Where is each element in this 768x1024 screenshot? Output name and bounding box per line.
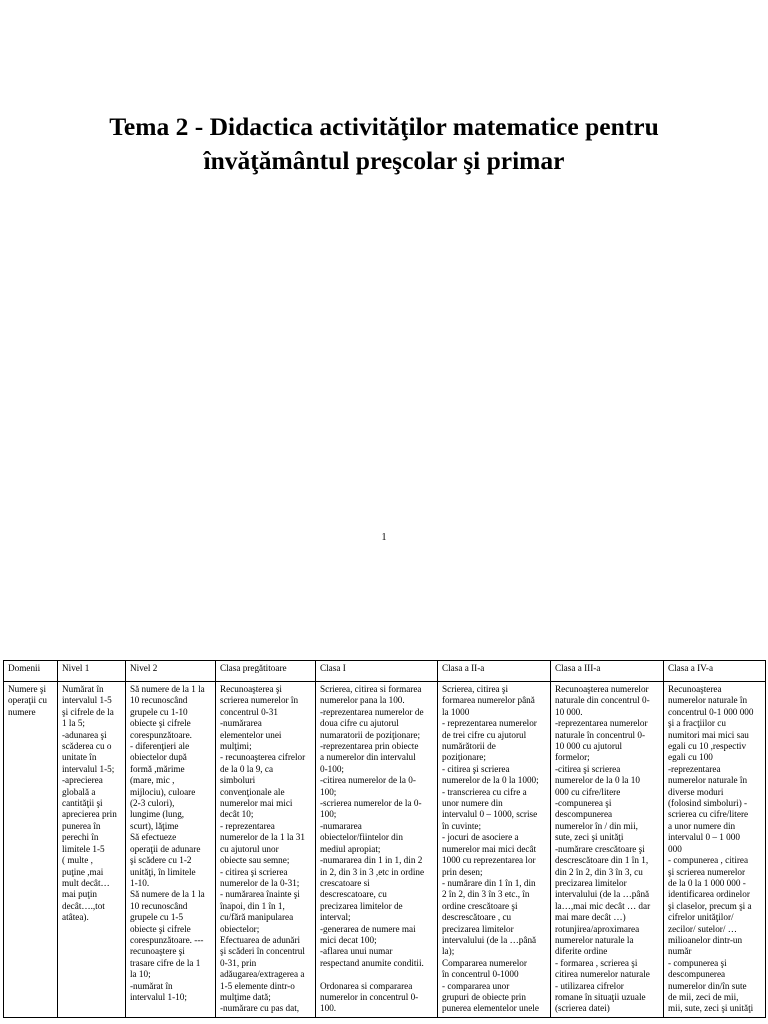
cell-text-line: formelor; [555,752,590,763]
cell-text-line: naturale din concentrul 0- [555,695,650,706]
cell-text-line: scăderea cu o [62,741,112,752]
cell-text-line: 1 la 5; [62,718,85,729]
cell-text-line: şi scăderi în concentrul [220,946,305,957]
cell-text-line: formarea numerelor până [442,695,535,706]
cell-text-line: la 1000 [442,706,470,717]
cell-text-line: Scrierea, citirea şi [442,684,509,694]
cell-text-line: lungime (lung, [130,809,185,820]
cell-text-line: unitate în [62,752,97,763]
cell-text-line: descrescatoare, cu [320,889,387,900]
cell-text-line: 000 [668,843,682,854]
cell-text-line: intervalului (de la …până [442,934,537,945]
cell-text-line: numerelor in concentrul 0- [320,991,419,1002]
cell-text-line: numerelor de la 1 la 31 [220,832,305,843]
cell-text-line: - formarea , scrierea şi [555,957,638,968]
cell-text-line: -aprecierea [62,775,103,786]
cell-text-line: unor numere din [442,798,503,809]
cell-text-line: Scrierea, citirea si formarea [320,684,422,694]
cell-text-line: numaratorii de poziţionare; [320,729,421,740]
cell-text-line: -reprezentarea numerelor de [320,706,424,717]
cell-text-line: aprecierea prin [62,809,117,820]
cell-text-line: 2 în 2, din 3 în 3 etc., în [442,889,530,900]
cell-text-line: Să efectueze [130,832,177,843]
cell-text-line: prin desen; [442,866,483,877]
cell-text-line: unităţi, în limitele [130,866,196,877]
cell-text-line: intervalului (de la …până [555,889,650,900]
cell-text-line: -numărare cu pas dat, [220,1003,300,1014]
cell-text-line: cu/fără manipularea [220,912,294,923]
cell-text-line: numărătorii de [442,741,496,752]
cell-text-line: cifrelor unităţilor/ [668,912,734,923]
table-cell [438,682,551,1018]
cell-text-line: 10 recunoscând [130,900,188,911]
cell-text-line: intervalul 0 – 1000, scrise [442,809,538,820]
table-header-row [4,661,766,682]
cell-text-line: grupele cu 1-5 [130,912,184,923]
cell-text-line: Să numere de la 1 la [130,889,205,900]
cell-text-line: descompunerea [555,809,613,820]
cell-text-line: citirea numerelor naturale [555,969,650,980]
cell-text-line: descrescătoare , cu [442,912,512,923]
cell-text-line: mii, sute, zeci şi unităţi [668,1003,754,1014]
cell-text-line: diferite ordine [555,946,608,957]
cell-text-line: convenţionale ale [220,786,285,797]
cell-text-line: precizarea limitelor [442,923,514,934]
cell-text-line: de la 0 la 9, ca [220,763,274,774]
cell-text-line: Recunoaşterea şi [220,684,282,694]
cell-text-line: numerelor de la 0 la 10 [555,775,640,786]
cell-text-line [320,969,433,980]
cell-text-line: -numararea [320,820,362,831]
cell-text-line: atâtea). [62,912,89,923]
cell-text-line: mulţimi; [220,741,252,752]
cell-text-line: punerea în [62,820,101,831]
cell-text-line: decât….,tot [62,900,105,911]
cell-text-line: identificarea ordinelor [668,889,750,900]
table-cell [58,682,126,1018]
cell-text-line: obiecte sau semne; [220,855,290,866]
cell-text-line: Efectuarea de adunări [220,934,301,945]
cell-text-line: diverse moduri [668,786,724,797]
cell-text-line: -compunerea şi [555,798,612,809]
cell-text-line: in 2, din 3 in 3 ,etc in ordine [320,866,425,877]
cell-text-line: obiecte şi cifrele [130,923,191,934]
column-header: Clasa I [316,661,438,682]
cell-text-line: şi scrierea numerelor [668,866,746,877]
cell-text-line: - utilizarea cifrelor [555,980,624,991]
cell-text-line: operaţii cu [8,695,48,706]
cell-text-line: egali cu 10 ,respectiv [668,741,747,752]
cell-text-line: - compunerea , citirea [668,855,749,866]
cell-text-line: - numărare din 1 în 1, din [442,877,536,888]
cell-text-line: - reprezentarea [220,820,275,831]
table-cell [216,682,316,1018]
cell-text-line: obiectelor după [130,752,187,763]
cell-text-line: mediul apropiat; [320,843,381,854]
cell-text-line: cu ajutorul unor [220,843,279,854]
cell-text-line: mult decât… [62,877,110,888]
cell-text-line: şi scădere cu 1-2 [130,855,192,866]
cell-text-line: la); [442,946,455,957]
cell-text-line: 1000 cu reprezentarea lor [442,855,536,866]
cell-text-line: numerelor naturale în [668,775,748,786]
cell-text-line: numerelor mai mici decât [442,843,537,854]
cell-text-line: - compararea unor [442,980,510,991]
cell-text-line: numitori mai mici sau [668,729,749,740]
cell-text-line: decât 10; [220,809,254,820]
cell-text-line: mai mare decât …) [555,912,626,923]
cell-text-line: de trei cifre cu ajutorul [442,729,527,740]
table-cell [664,682,766,1018]
cell-text-line: romane în situaţii uzuale [555,991,646,1002]
table-row [4,682,766,1018]
page-number: 1 [381,532,387,543]
cell-text-line: descrescătoare din 1 în 1, [555,855,649,866]
cell-text-line: ordine crescătoare şi [442,900,518,911]
cell-text-line: -generarea de numere mai [320,923,416,934]
cell-text-line: înapoi, din 1 în 1, [220,900,285,911]
cell-text-line: corespunzătoare. --- [130,934,204,945]
cell-text-line: concentrul 0-31 [220,706,278,717]
table-cell [126,682,216,1018]
cell-text-line: scrierea cu cifre/litere [668,809,749,820]
cell-text-line: şi a fracţiilor cu [668,718,726,729]
cell-text-line: (mare, mic , [130,775,175,786]
cell-text-line: - numărarea înainte şi [220,889,300,900]
cell-text-line: 1-5 elemente dintr-o [220,980,295,991]
cell-text-line: (scrierea datei) [555,1003,610,1014]
cell-text-line: 1-10. [130,877,150,888]
cell-text-line: şi claselor, precum şi a [668,900,752,911]
cell-text-line: precizarea limitelor [555,877,627,888]
cell-text-line: descompunerea [668,969,726,980]
cell-text-line: grupuri de obiecte prin [442,991,526,1002]
cell-text-line: numere [8,706,36,717]
cell-text-line: 10 000. [555,706,583,717]
cell-text-line: punerea elementelor unele [442,1003,539,1014]
cell-text-line: mijlociu), culoare [130,786,196,797]
cell-text-line: interval; [320,912,351,923]
cell-text-line: - compunerea şi [668,957,727,968]
cell-text-line: precizarea limitelor de [320,900,403,911]
cell-text-line: (2-3 culori), [130,798,175,809]
title-line-1: Tema 2 - Didactica activităţilor matematice pentru [109,112,659,141]
cell-text-line: -aflarea unui numar [320,946,393,957]
cell-text-line: Să numere de la 1 la [130,684,205,694]
curriculum-table [3,660,766,1018]
cell-text-line: -numararea din 1 in 1, din 2 [320,855,423,866]
cell-text-line: - jocuri de asociere a [442,832,519,843]
cell-text-line: de mii, zeci de mii, [668,991,739,1002]
cell-text-line: numerelor în / din mii, [555,820,638,831]
cell-text-line: din 2 în 2, din 3 în 3, cu [555,866,643,877]
column-header: Domenii [4,661,58,682]
cell-text-line: cantităţii şi [62,798,103,809]
cell-text-line: crescatoare si [320,877,370,888]
cell-text-line: - diferenţieri ale [130,741,190,752]
cell-text-line: obiecte şi cifrele [130,718,191,729]
cell-text-line: mulţime dată; [220,991,271,1002]
curriculum-table-page [0,660,768,1024]
cell-text-line: simboluri [220,775,256,786]
cell-text-line: de la 0 la 1 000 000 - [668,877,746,888]
cell-text-line: - recunoaşterea cifrelor [220,752,306,763]
cell-text-line: corespunzătoare. [130,729,192,740]
cell-text-line: numerelor pana la 100. [320,695,405,706]
cell-text-line: -adunarea şi [62,729,107,740]
cell-text-line: a numerelor din intervalul [320,752,416,763]
cell-text-line: intervalul 1-10; [130,991,187,1002]
column-header: Clasa a II-a [438,661,551,682]
cell-text-line: numerelor de la 0-31; [220,877,300,888]
cell-text-line: adăugarea/extragerea a [220,969,305,980]
cell-text-line: naturale în concentrul 0- [555,729,646,740]
cell-text-line: milioanelor dintr-un [668,934,743,945]
cell-text-line: -scrierea numerelor de la 0- [320,798,422,809]
cell-text-line: numerelor naturale în [668,695,748,706]
cell-text-line: limitele 1-5 [62,843,105,854]
cell-text-line: Recunoaşterea numerelor [555,684,649,694]
cell-text-line: în cuvinte; [442,820,482,831]
cell-text-line: respectand anumite conditii. [320,957,424,968]
cell-text-line: intervalul 1-5; [62,763,115,774]
cell-text-line: în concentrul 0-1000 [442,969,519,980]
cell-text-line: Ordonarea si compararea [320,980,413,991]
cell-text-line: rotunjirea/aproximarea [555,923,640,934]
table-cell [551,682,664,1018]
cell-text-line: concentrul 0-1 000 000 [668,706,754,717]
cell-text-line: numerelor din/în sute [668,980,747,991]
cell-text-line: -citirea şi scrierea [555,763,621,774]
cell-text-line: mici decat 100; [320,934,377,945]
cell-text-line: 100; [320,809,337,820]
cell-text-line: 0-100; [320,763,344,774]
cell-text-line: -numărarea [220,718,262,729]
cell-text-line: operaţii de adunare [130,843,201,854]
cell-text-line: Recunoaşterea [668,684,722,694]
cell-text-line: globală a [62,786,96,797]
cell-text-line: -citirea numerelor de la 0- [320,775,416,786]
cell-text-line: egali cu 100 [668,752,713,763]
cell-text-line: Compararea numerelor [442,957,527,968]
cell-text-line: ( multe , [62,855,93,866]
cell-text-line: Numere şi [8,684,47,694]
cell-text-line: sute, zeci şi unităţi [555,832,624,843]
cell-text-line: -reprezentarea [668,763,721,774]
column-header: Clasa a IV-a [664,661,766,682]
cell-text-line: -numărat în [130,980,173,991]
cell-text-line: puţine ,mai [62,866,104,877]
cell-text-line: 100; [320,786,337,797]
cell-text-line: numerelor naturale la [555,934,634,945]
cell-text-line: - reprezentarea numerelor [442,718,537,729]
cell-text-line: scrierea numerelor în [220,695,299,706]
cell-text-line: mai puţin [62,889,97,900]
cell-text-line: la 10; [130,969,151,980]
cell-text-line: numerelor mai mici [220,798,293,809]
cell-text-line: - citirea şi scrierea [220,866,288,877]
column-header: Nivel 1 [58,661,126,682]
cell-text-line: la…,mai mic decât … dar [555,900,651,911]
cell-text-line: poziţionare; [442,752,486,763]
table-cell [4,682,58,1018]
page-break [0,612,768,648]
cell-text-line: 0-31, prin [220,957,257,968]
cell-text-line: intervalul 0 – 1 000 [668,832,740,843]
cell-text-line: zecilor/ sutelor/ … [668,923,737,934]
cell-text-line: Numărat în [62,684,104,694]
cell-text-line: -numărare crescătoare şi [555,843,645,854]
cell-text-line: recunoaştere şi [130,946,185,957]
cell-text-line: 10 recunoscând [130,695,188,706]
document-title [40,110,728,178]
cell-text-line: a unor numere din [668,820,736,831]
cell-text-line: scurt), lăţime [130,820,179,831]
cell-text-line: (folosind simboluri) - [668,798,748,809]
cell-text-line: -reprezentarea prin obiecte [320,741,419,752]
cell-text-line: trasare cifre de la 1 [130,957,201,968]
cell-text-line: număr [668,946,692,957]
cell-text-line: 000 cu cifre/litere [555,786,621,797]
title-line-2: învăţământul preşcolar şi primar [203,146,565,175]
cell-text-line: 10 000 cu ajutorul [555,741,623,752]
cell-text-line: numerelor de la 0 la 1000; [442,775,539,786]
cell-text-line: elementelor unei [220,729,282,740]
cell-text-line: -reprezentarea numerelor [555,718,648,729]
cell-text-line: intervalul 1-5 [62,695,112,706]
cell-text-line: - transcrierea cu cifre a [442,786,527,797]
cell-text-line: obiectelor; [220,923,260,934]
cell-text-line: - citirea şi scrierea [442,763,510,774]
column-header: Clasa pregătitoare [216,661,316,682]
cell-text-line: doua cifre cu ajutorul [320,718,399,729]
column-header: Clasa a III-a [551,661,664,682]
cell-text-line: formă ,mărime [130,763,185,774]
cell-text-line: 100. [320,1003,337,1014]
cell-text-line: perechi în [62,832,99,843]
cell-text-line: obiectelor/fiintelor din [320,832,403,843]
cell-text-line: grupele cu 1-10 [130,706,188,717]
cell-text-line: şi cifrele de la [62,706,114,717]
table-cell [316,682,438,1018]
column-header: Nivel 2 [126,661,216,682]
